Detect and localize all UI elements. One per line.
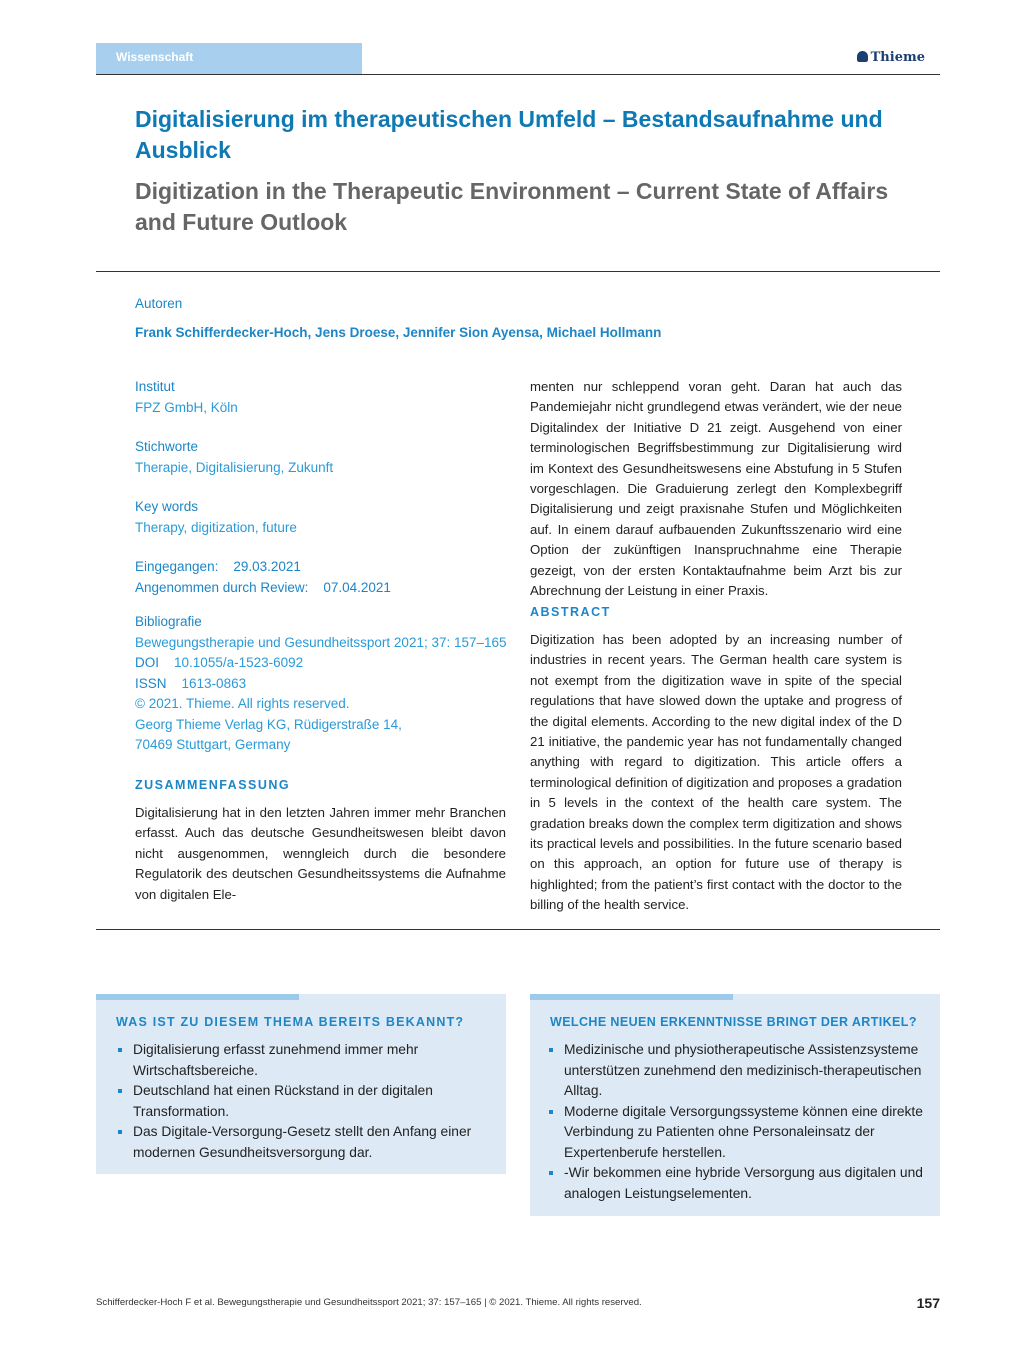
authors-label: Autoren (135, 296, 183, 311)
accepted-date: 07.04.2021 (323, 579, 391, 595)
accepted-line (135, 578, 515, 599)
institut-label: Institut (135, 379, 175, 394)
known-facts-title: WAS IST ZU DIESEM THEMA BEREITS BEKANNT? (116, 1015, 465, 1029)
abstract-heading: ABSTRACT (530, 605, 611, 619)
institut-value: FPZ GmbH, Köln (135, 399, 238, 415)
bibliografie-journal: Bewegungstherapie und Gesundheitssport 2021; 37: 157–165 (135, 634, 507, 650)
doi-line (135, 653, 515, 674)
bullet-icon (549, 1110, 553, 1114)
list-item: Medizinische und physiotherapeutische Assistenzsysteme unterstützen zunehmend den medizinisch-therapeutischen Alltag. (547, 1040, 938, 1102)
issn-value: 1613-0863 (181, 675, 247, 691)
doi-label: DOI (135, 655, 160, 670)
title-german: Digitalisierung im therapeutischen Umfeld – Bestandsaufnahme und Ausblick (135, 106, 883, 163)
footer-citation: Schifferdecker-Hoch F et al. Bewegungstherapie und Gesundheitssport 2021; 37: 157–165 | © 2021. Thieme. All rights reserved. (96, 1297, 642, 1308)
section-tab: Wissenschaft (96, 43, 362, 74)
list-item: Deutschland hat einen Rückstand in der digitalen Transformation. (116, 1081, 486, 1122)
zusammenfassung-text-part1: Digitalisierung hat in den letzten Jahren immer mehr Branchen erfasst. Auch das deutsche Gesundheitswesen bleibt davon nicht ausgenommen, wenngleich durch die besondere Regulatorik des deutschen Gesundheitssystems die Aufnahme von digitalen Ele- (135, 805, 506, 902)
bullet-icon (118, 1130, 122, 1134)
title-english: Digitization in the Therapeutic Environment – Current State of Affairs and Future Outlook (135, 178, 889, 235)
issn-line (135, 674, 515, 695)
title-divider (96, 271, 940, 272)
header-rule (96, 74, 940, 75)
doi-link[interactable]: 10.1055/a-1523-6092 (174, 655, 304, 670)
received-line (135, 557, 515, 578)
received-date: 29.03.2021 (233, 559, 301, 574)
new-findings-list (547, 1040, 938, 1204)
list-item: Digitalisierung erfasst zunehmend immer mehr Wirtschaftsbereiche. (116, 1040, 486, 1081)
accepted-label: Angenommen durch Review: (135, 579, 309, 595)
page-number: 157 (916, 1295, 940, 1311)
bullet-icon (549, 1171, 553, 1175)
issn-label: ISSN (135, 675, 167, 691)
metadata-block (135, 377, 515, 756)
bullet-icon (549, 1048, 553, 1052)
zusammenfassung-heading: ZUSAMMENFASSUNG (135, 778, 291, 792)
box-accent-bar (530, 994, 733, 1000)
list-item: Das Digitale-Versorgung-Gesetz stellt den Anfang einer modernen Gesundheitsversorgung dar. (116, 1122, 486, 1163)
bibliografie-label: Bibliografie (135, 614, 202, 629)
box-accent-bar (96, 994, 299, 1000)
copyright: © 2021. Thieme. All rights reserved. (135, 696, 350, 711)
received-label: Eingegangen: (135, 559, 219, 574)
bullet-icon (118, 1089, 122, 1093)
keywords-label: Key words (135, 499, 199, 514)
publisher-address-1: Georg Thieme Verlag KG, Rüdigerstraße 14, (135, 716, 402, 732)
new-findings-box (530, 994, 940, 1216)
zusammenfassung-text-part2: menten nur schleppend voran geht. Daran hat auch das Pandemiejahr nicht grundlegend etwas verändert, wie der neue Digitalindex der Initiative D 21 zeigt. Ausgehend von einer terminologischen Begriffsbestimmung zur Digitalisierung wird im Kontext des Gesundheitswesens eine Abstufung in 5 Stufen vorgeschlagen. Die Graduierung zerlegt den Komplexbegriff Digitalisierung und zeigt praxisnahe Stufen und Möglichkeiten auf. In einem darauf aufbauenden Zukunftsszenario wird eine Option der zukünftigen Inanspruchnahme eine Therapie gezeigt, von der ersten Kontaktaufnahme beim Arzt bis zur Abrechnung der Leistung in einer Praxis. (530, 379, 902, 599)
abstract-text: Digitization has been adopted by an increasing number of industries in recent years. The German health care system is not exempt from the digitization wave in spite of the special regulations that have slowed down the uptake and progress of the digital elements. According to the new digital index of the D 21 initiative, the pandemic year has not fundamentally changed anything with regard to digitization. This article offers a terminological definition of digitization and proposes a gradation in 5 levels in the context of the health care system. The gradation breaks down the complex term digitization and shows its practical levels and possibilities. In the future scenario based on this approach, an option for future use of therapy is highlighted; from the patient’s first contact with the doctor to the billing of the health service. (530, 632, 902, 913)
list-item: -Wir bekommen eine hybride Versorgung aus digitalen und analogen Leistungselementen. (547, 1163, 938, 1204)
publisher-name: Thieme (870, 50, 925, 65)
known-facts-list (116, 1040, 486, 1163)
authors-names: Frank Schifferdecker-Hoch, Jens Droese, Jennifer Sion Ayensa, Michael Hollmann (135, 325, 662, 340)
known-facts-box (96, 994, 506, 1174)
stichworte-value: Therapie, Digitalisierung, Zukunft (135, 459, 334, 475)
thieme-logo-icon (857, 51, 868, 62)
publisher-logo (857, 50, 925, 65)
keywords-value: Therapy, digitization, future (135, 519, 297, 535)
abstract-divider (96, 929, 940, 930)
publisher-address-2: 70469 Stuttgart, Germany (135, 737, 291, 752)
list-item: Moderne digitale Versorgungssysteme können eine direkte Verbindung zu Patienten ohne Personaleinsatz der Expertenberufe herstellen. (547, 1102, 938, 1164)
stichworte-label: Stichworte (135, 439, 199, 454)
new-findings-title: WELCHE NEUEN ERKENNTNISSE BRINGT DER ARTIKEL? (550, 1015, 917, 1029)
bullet-icon (118, 1048, 122, 1052)
